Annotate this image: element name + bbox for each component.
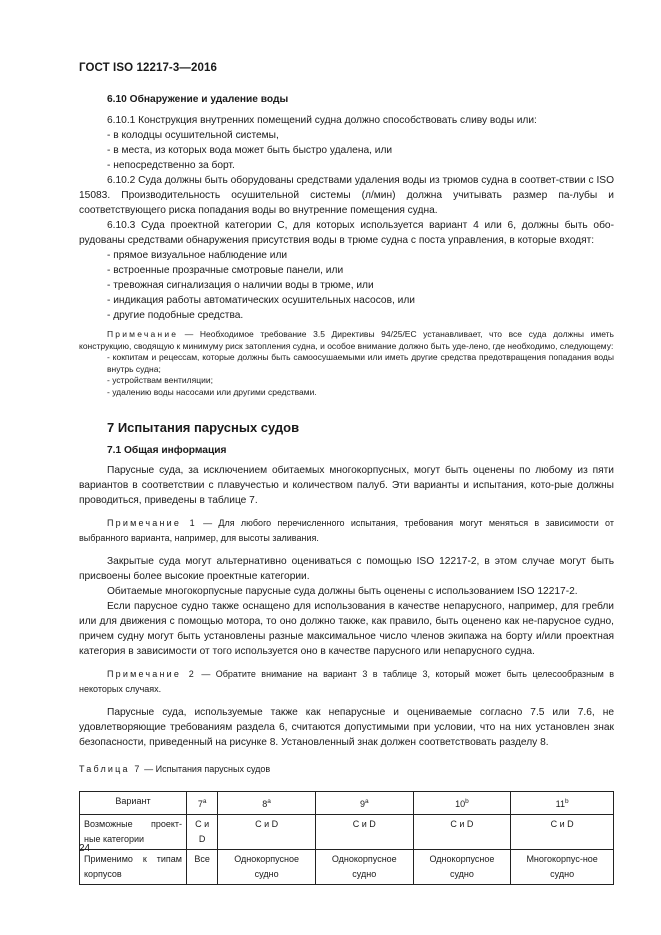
- standard-header: ГОСТ ISO 12217-3—2016: [79, 62, 217, 74]
- table-caption-label: Таблица 7: [79, 764, 142, 774]
- note-7-2: [79, 667, 614, 697]
- note-item: - кокпитам и рецессам, которые должны быть самоосушаемыми или иметь другие средства предотвращения попадания воды внутрь судна;: [107, 352, 614, 374]
- table-cell: С и D: [511, 815, 614, 850]
- note-7-1: [79, 516, 614, 546]
- list-item: - встроенные прозрачные смотровые панели, или: [107, 265, 344, 276]
- note-item: - удалению воды насосами или другими средствами.: [107, 386, 317, 397]
- table-cell: Однокорпусное судно: [315, 850, 413, 885]
- table-row-label: Применимо к типам корпусов: [80, 850, 187, 885]
- note-label: Примечание 1: [107, 518, 197, 528]
- table-header-cell: $8^а$: [218, 792, 316, 815]
- paragraph-7-5: Парусные суда, используемые также как непарусные и оцениваемые согласно 7.5 или 7.6, не удовлетворяющие требованиям раздела 6, считаются допустимыми при условии, что на них установлен знак безопасности, приведенный на рисунке 8. Установленный знак должен соответствовать разделу 8.: [79, 707, 614, 748]
- list-item: - в колодцы осушительной системы,: [107, 130, 279, 141]
- table-row: [80, 850, 614, 885]
- note-item: - устройствам вентиляции;: [107, 375, 213, 385]
- table-cell: Однокорпусное судно: [218, 850, 316, 885]
- table-header-cell: 11$^b$: [511, 792, 614, 815]
- section-7-1-title: 7.1 Общая информация: [107, 445, 227, 456]
- paragraph-6-10-1: 6.10.1 Конструкция внутренних помещений судна должно способствовать сливу воды или:: [107, 115, 537, 126]
- note-6-10: [79, 329, 614, 398]
- note-text: — Необходимое требование 3.5 Директивы 94/25/ЕС устанавливает, что все суда должны иметь конструкцию, сводящую к минимуму риск затопления судна, и особое внимание должно быть уде-лено, где необходимо, следующему:: [79, 329, 614, 351]
- table-header-cell: Вариант: [80, 792, 187, 815]
- table-cell: С и D: [218, 815, 316, 850]
- table-row: [80, 815, 614, 850]
- table-header-cell: 10$^b$: [413, 792, 511, 815]
- page-number: 24: [79, 843, 91, 854]
- list-item: - индикация работы автоматических осушительных насосов, или: [107, 295, 415, 306]
- note-text: — Для любого перечисленного испытания, требования могут меняться в зависимости от выбранного варианта, например, для высоты заливания.: [79, 518, 614, 543]
- table-header-cell: $9^а$: [315, 792, 413, 815]
- table-caption-text: — Испытания парусных судов: [144, 764, 271, 774]
- page-content: [79, 92, 614, 885]
- table-cell: С и D: [187, 815, 218, 850]
- table-cell: Многокорпус-ное судно: [511, 850, 614, 885]
- list-item: - тревожная сигнализация о наличии воды в трюме, или: [107, 280, 374, 291]
- paragraph-6-10-2: 6.10.2 Суда должны быть оборудованы средствами удаления воды из трюмов судна в соответ-ствии с ISO 15083. Производительность осушительной системы (л/мин) должна учитывать размер па-лубы и соответствующего риска попадания воды во внутренние помещения судна.: [79, 175, 614, 216]
- table-header-cell: $7^а$: [187, 792, 218, 815]
- section-6-10-title: 6.10 Обнаружение и удаление воды: [107, 94, 289, 105]
- note-label: Примечание 2: [107, 669, 196, 679]
- list-item: - в места, из которых вода может быть быстро удалена, или: [107, 145, 393, 156]
- note-label: Примечание: [107, 329, 179, 339]
- paragraph-7-1: Парусные суда, за исключением обитаемых многокорпусных, могут быть оценены по любому из пяти вариантов в соответствии с плавучестью и количеством палуб. Эти варианты и испытания, кото-рые должны проводиться, приведены в таблице 7.: [79, 465, 614, 506]
- list-item: - непосредственно за борт.: [107, 160, 235, 171]
- paragraph-7-4: Если парусное судно также оснащено для использования в качестве непарусного, например, для гребли или для движения с помощью мотора, то оно должно также, как правило, быть оценено как не-парусное судно, причем судну могут быть установлены разные максимальное число членов экипажа на борту и/или проектная категория в зависимости от того используется оно в качестве парусного или непарусного судна.: [79, 601, 614, 657]
- paragraph-6-10-3: 6.10.3 Суда проектной категории С, для которых используется вариант 4 или 6, должны быть обо-рудованы средствами обнаружения присутствия воды в трюме судна с поста управления, в которые входят:: [79, 220, 614, 246]
- paragraph-7-2: Закрытые суда могут альтернативно оцениваться с помощью ISO 12217-2, в этом случае могут быть присвоены более высокие проектные категории.: [79, 556, 614, 582]
- table-cell: С и D: [413, 815, 511, 850]
- table-cell: Однокорпусное судно: [413, 850, 511, 885]
- section-7-title: 7 Испытания парусных судов: [107, 420, 300, 435]
- list-item: - другие подобные средства.: [107, 310, 244, 321]
- table-cell: С и D: [315, 815, 413, 850]
- table-header-row: [80, 792, 614, 815]
- table-7: [79, 791, 614, 885]
- table-cell: Все: [187, 850, 218, 885]
- list-item: - прямое визуальное наблюдение или: [107, 250, 288, 261]
- table-row-label: Возможные проект-ные категории: [80, 815, 187, 850]
- paragraph-7-3: Обитаемые многокорпусные парусные суда должны быть оценены с использованием ISO 12217-2.: [107, 586, 578, 597]
- table-caption: [79, 762, 614, 777]
- note-text: — Обратите внимание на вариант 3 в таблице 3, который может быть целесообразным в некоторых случаях.: [79, 669, 614, 694]
